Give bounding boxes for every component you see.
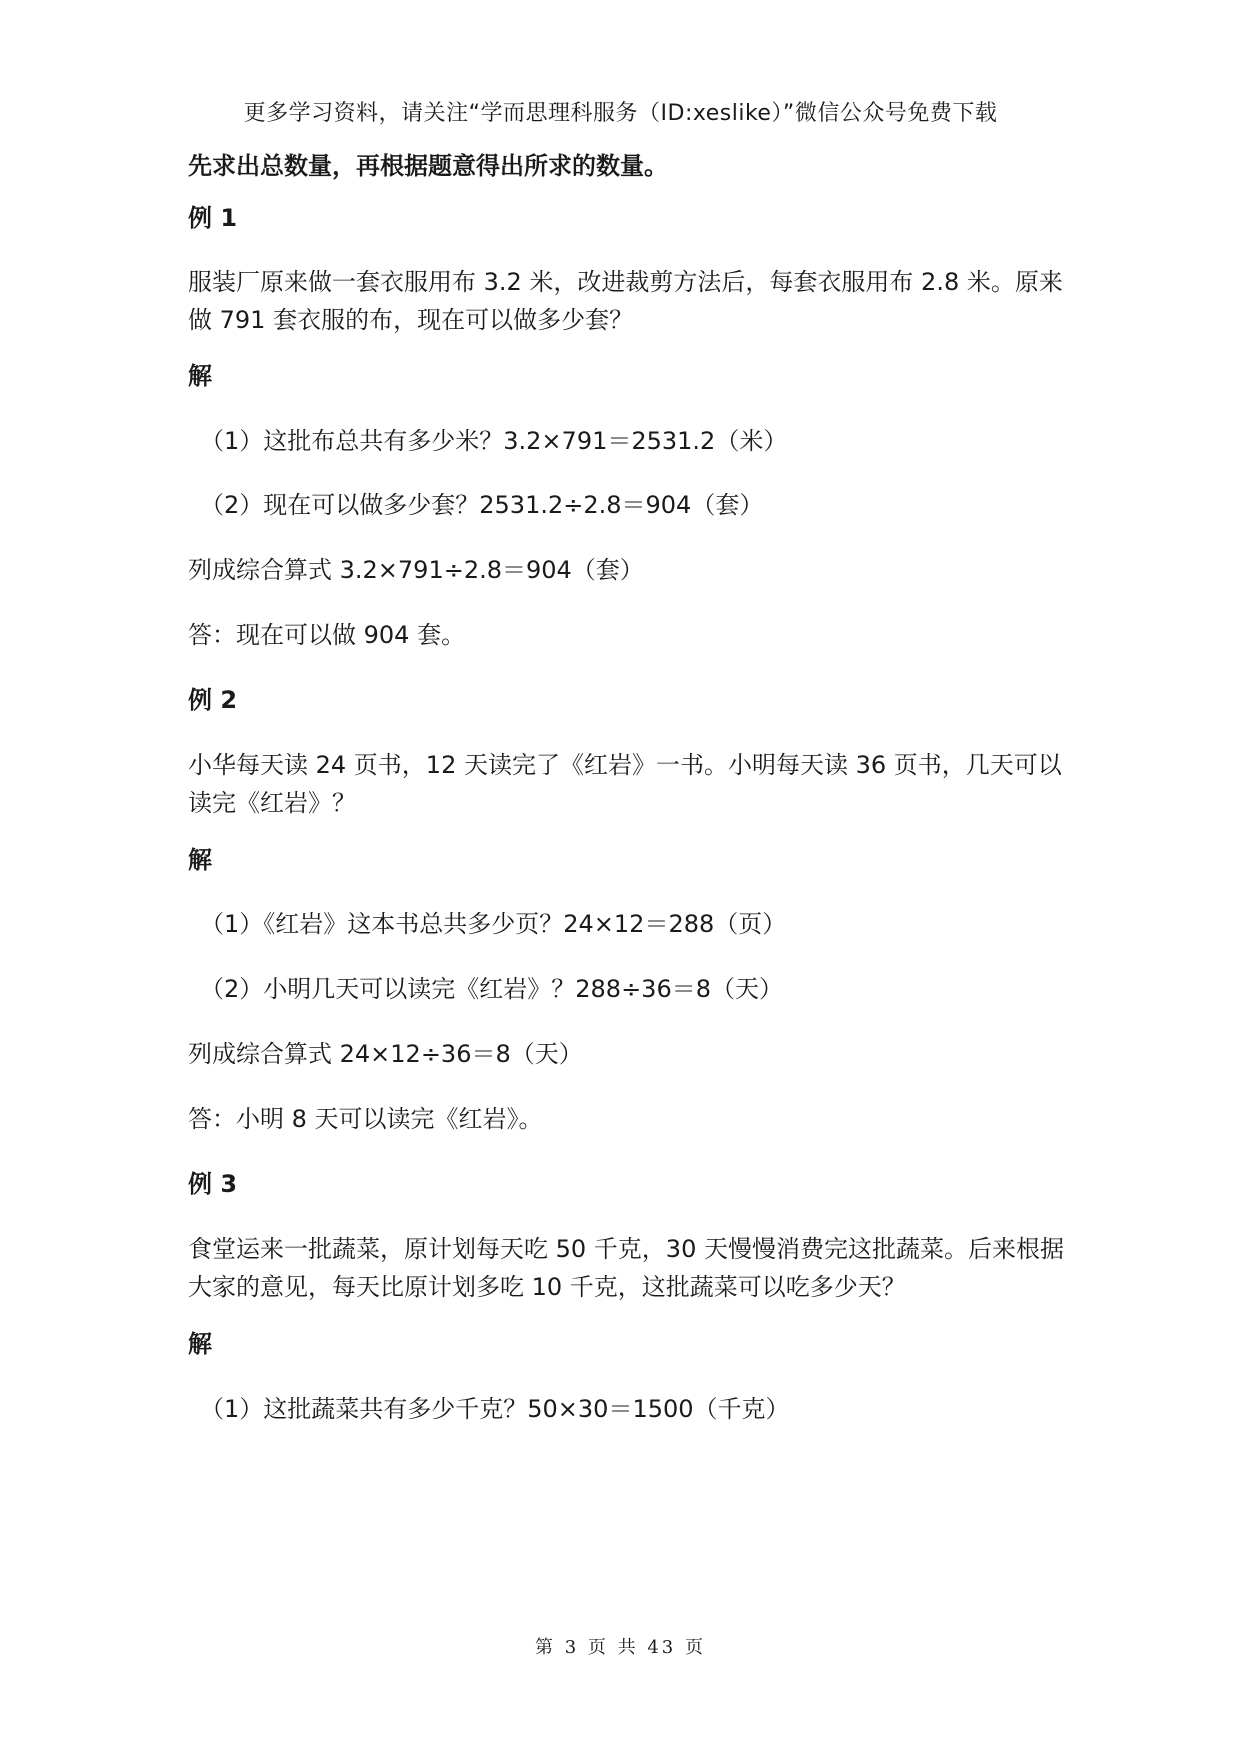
example-2-title: 例 2 [188, 686, 238, 714]
example-3-title: 例 3 [188, 1170, 238, 1198]
example-3-problem: 食堂运来一批蔬菜，原计划每天吃 50 千克，30 天慢慢消费完这批蔬菜。后来根据大家的意见，每天比原计划多吃 10 千克，这批蔬菜可以吃多少天？ [188, 1235, 1064, 1301]
page-footer: 第 3 页 共 43 页 [535, 1637, 706, 1658]
example-2-answer: 答：小明 8 天可以读完《红岩》。 [188, 1105, 543, 1133]
example-2-step-2: （2）小明几天可以读完《红岩》？288÷36＝8（天） [200, 975, 783, 1003]
example-2-step-1: （1）《红岩》这本书总共多少页？24×12＝288（页） [200, 910, 787, 938]
example-1-answer: 答：现在可以做 904 套。 [188, 621, 466, 649]
example-2-solution-label: 解 [188, 846, 212, 874]
example-1-solution-label: 解 [188, 362, 212, 390]
example-2-combined: 列成综合算式 24×12÷36＝8（天） [188, 1040, 583, 1068]
example-1-combined: 列成综合算式 3.2×791÷2.8＝904（套） [188, 556, 644, 584]
intro-text: 先求出总数量，再根据题意得出所求的数量。 [188, 152, 668, 180]
example-2-problem: 小华每天读 24 页书，12 天读完了《红岩》一书。小明每天读 36 页书，几天可以读完《红岩》？ [188, 751, 1062, 817]
example-1-title: 例 1 [188, 204, 238, 232]
example-3-step-1: （1）这批蔬菜共有多少千克？50×30＝1500（千克） [200, 1395, 790, 1423]
example-1-step-1: （1）这批布总共有多少米？3.2×791＝2531.2（米） [200, 427, 788, 455]
example-1-problem: 服装厂原来做一套衣服用布 3.2 米，改进裁剪方法后，每套衣服用布 2.8 米。原来做 791 套衣服的布，现在可以做多少套？ [188, 268, 1063, 334]
page-header: 更多学习资料，请关注“学而思理科服务（ID:xeslike）”微信公众号免费下载 [243, 101, 998, 126]
example-1-step-2: （2）现在可以做多少套？2531.2÷2.8＝904（套） [200, 491, 764, 519]
example-3-solution-label: 解 [188, 1330, 212, 1358]
